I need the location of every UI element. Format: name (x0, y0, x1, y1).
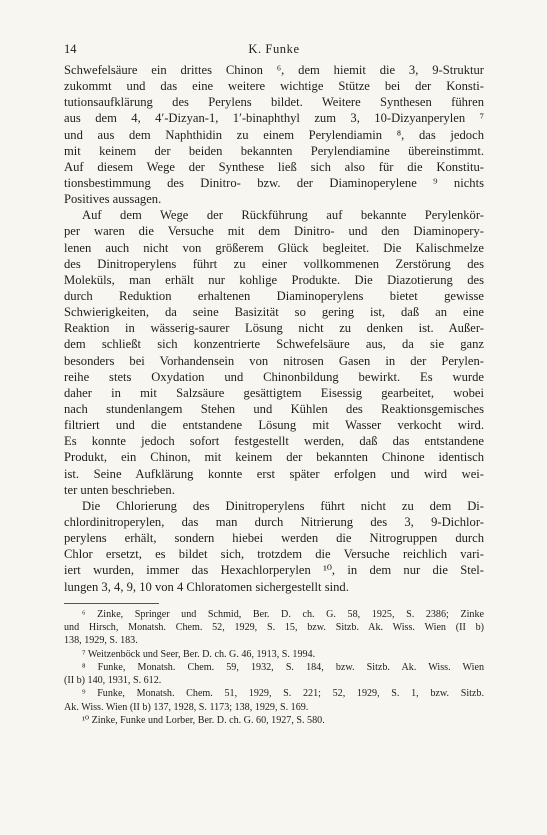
footnote-line: Ak. Wiss. Wien (II b) 137, 1928, S. 1173; 138, 1929, S. 169. (64, 701, 309, 713)
text-line: Reaktion in wässerig-saurer Lösung nicht zu denken ist. Außer- (64, 321, 484, 336)
footnote-line: 138, 1929, S. 183. (64, 635, 138, 647)
footnote-line: und Hirsch, Monatsh. Chem. 52, 1929, S. 15, bzw. Sitzb. Ak. Wiss. Wien (II b) (64, 621, 484, 633)
text-line: aus dem 4, 4′-Dizyan-1, 1′-binaphthyl zum 3, 10-Dizyanperylen ⁷ (64, 111, 484, 126)
text-line: reihe stets Oxydation und Chinonbildung bewirkt. Es wurde (64, 369, 484, 384)
text-line: des Dinitroperylens führt zu einer vollkommenen Zerstörung des (64, 256, 484, 271)
footnote-line: ⁸ Funke, Monatsh. Chem. 59, 1932, S. 184, bzw. Sitzb. Ak. Wiss. Wien (82, 661, 484, 673)
text-line: daher in mit Salzsäure gesättigtem Eisessig gearbeitet, wobei (64, 385, 484, 400)
text-line: tutionsaufklärung des Perylens bildet. Weitere Synthesen führen (64, 95, 484, 110)
text-line: filtriert und die entstandene Lösung mit Wasser verkocht wird. (64, 418, 484, 433)
text-line: Produkt, ein Chinon, mit keinem der bekannten Chinone identisch (64, 450, 484, 465)
text-line: Auf dem Wege der Rückführung auf bekannte Perylenkör- (82, 208, 484, 223)
text-line: lenen auch nicht von größerem Glück begleitet. Die Kalischmelze (64, 240, 484, 255)
text-line: ter unten beschrieben. (64, 482, 175, 497)
text-line: Chlor ersetzt, es bildet sich, trotzdem die Versuche reichlich vari- (64, 547, 484, 562)
text-line: Auf diesem Wege der Synthese ließ sich also für die Konstitu- (64, 159, 484, 174)
running-head: K. Funke (248, 42, 300, 56)
text-line: dem schließt sich konzentrierte Schwefelsäure aus, da sie ganz (64, 337, 484, 352)
footnote-line: (II b) 140, 1931, S. 612. (64, 675, 162, 687)
text-line: tionsbestimmung des Dinitro- bzw. der Diaminoperylene ⁹ nichts (64, 175, 484, 190)
text-line: Die Chlorierung des Dinitroperylens führt nicht zu dem Di- (82, 498, 484, 513)
text-line: nach stundenlangem Stehen und Kühlen des Reaktionsgemisches (64, 401, 484, 416)
text-line: Moleküls, man erhält nur kohlige Produkte. Die Diazotierung des (64, 272, 484, 287)
text-line: chlordinitroperylen, das man durch Nitrierung des 3, 9-Dichlor- (64, 514, 484, 529)
text-line: Positives aussagen. (64, 192, 162, 207)
footnote-separator (64, 603, 159, 604)
footnote-line: ⁹ Funke, Monatsh. Chem. 51, 1929, S. 221; 52, 1929, S. 1, bzw. Sitzb. (82, 688, 484, 700)
page-header (64, 42, 484, 62)
text-line: perylens erhält, sondern hiebei werden die Nitrogruppen durch (64, 531, 484, 546)
text-line: per waren die Versuche mit dem Dinitro- und den Diaminopery- (64, 224, 484, 239)
footnote-line: ¹⁰ Zinke, Funke und Lorber, Ber. D. ch. G. 60, 1927, S. 580. (82, 715, 325, 727)
text-line: Es konnte jedoch sofort festgestellt werden, daß das entstandene (64, 434, 484, 449)
text-line: Schwefelsäure ein drittes Chinon ⁶, dem hiemit die 3, 9-Struktur (64, 63, 484, 77)
book-page (64, 42, 484, 727)
text-line: zukommt und das eine weitere wichtige Stütze bei der Konsti- (64, 79, 484, 94)
text-line: besonders bei Vorhandensein von nitrosen Gasen in der Perylen- (64, 353, 484, 368)
text-line: und aus dem Naphthidin zu einem Perylendiamin ⁸, das jedoch (64, 127, 484, 142)
page-number: 14 (64, 42, 77, 56)
text-line: iert wurden, immer das Hexachlorperylen ¹⁰, in dem nur die Stel- (64, 563, 484, 578)
footnotes (64, 608, 484, 728)
text-line: lungen 3, 4, 9, 10 von 4 Chloratomen sichergestellt sind. (64, 579, 349, 594)
text-line: durch Reduktion erhaltenen Diaminoperylens bietet gewisse (64, 288, 484, 303)
text-line: mit keinem der beiden bekannten Perylendiamine übereinstimmt. (64, 143, 484, 158)
footnote-line: ⁶ Zinke, Springer und Schmid, Ber. D. ch. G. 58, 1925, S. 2386; Zinke (82, 608, 484, 620)
footnote-line: ⁷ Weitzenböck und Seer, Ber. D. ch. G. 46, 1913, S. 1994. (82, 648, 316, 660)
text-line: Schwierigkeiten, da seine Basizität so gering ist, daß an eine (64, 305, 484, 320)
body-text (64, 62, 484, 595)
text-line: ist. Seine Aufklärung konnte erst später erfolgen und wird wei- (64, 466, 484, 481)
